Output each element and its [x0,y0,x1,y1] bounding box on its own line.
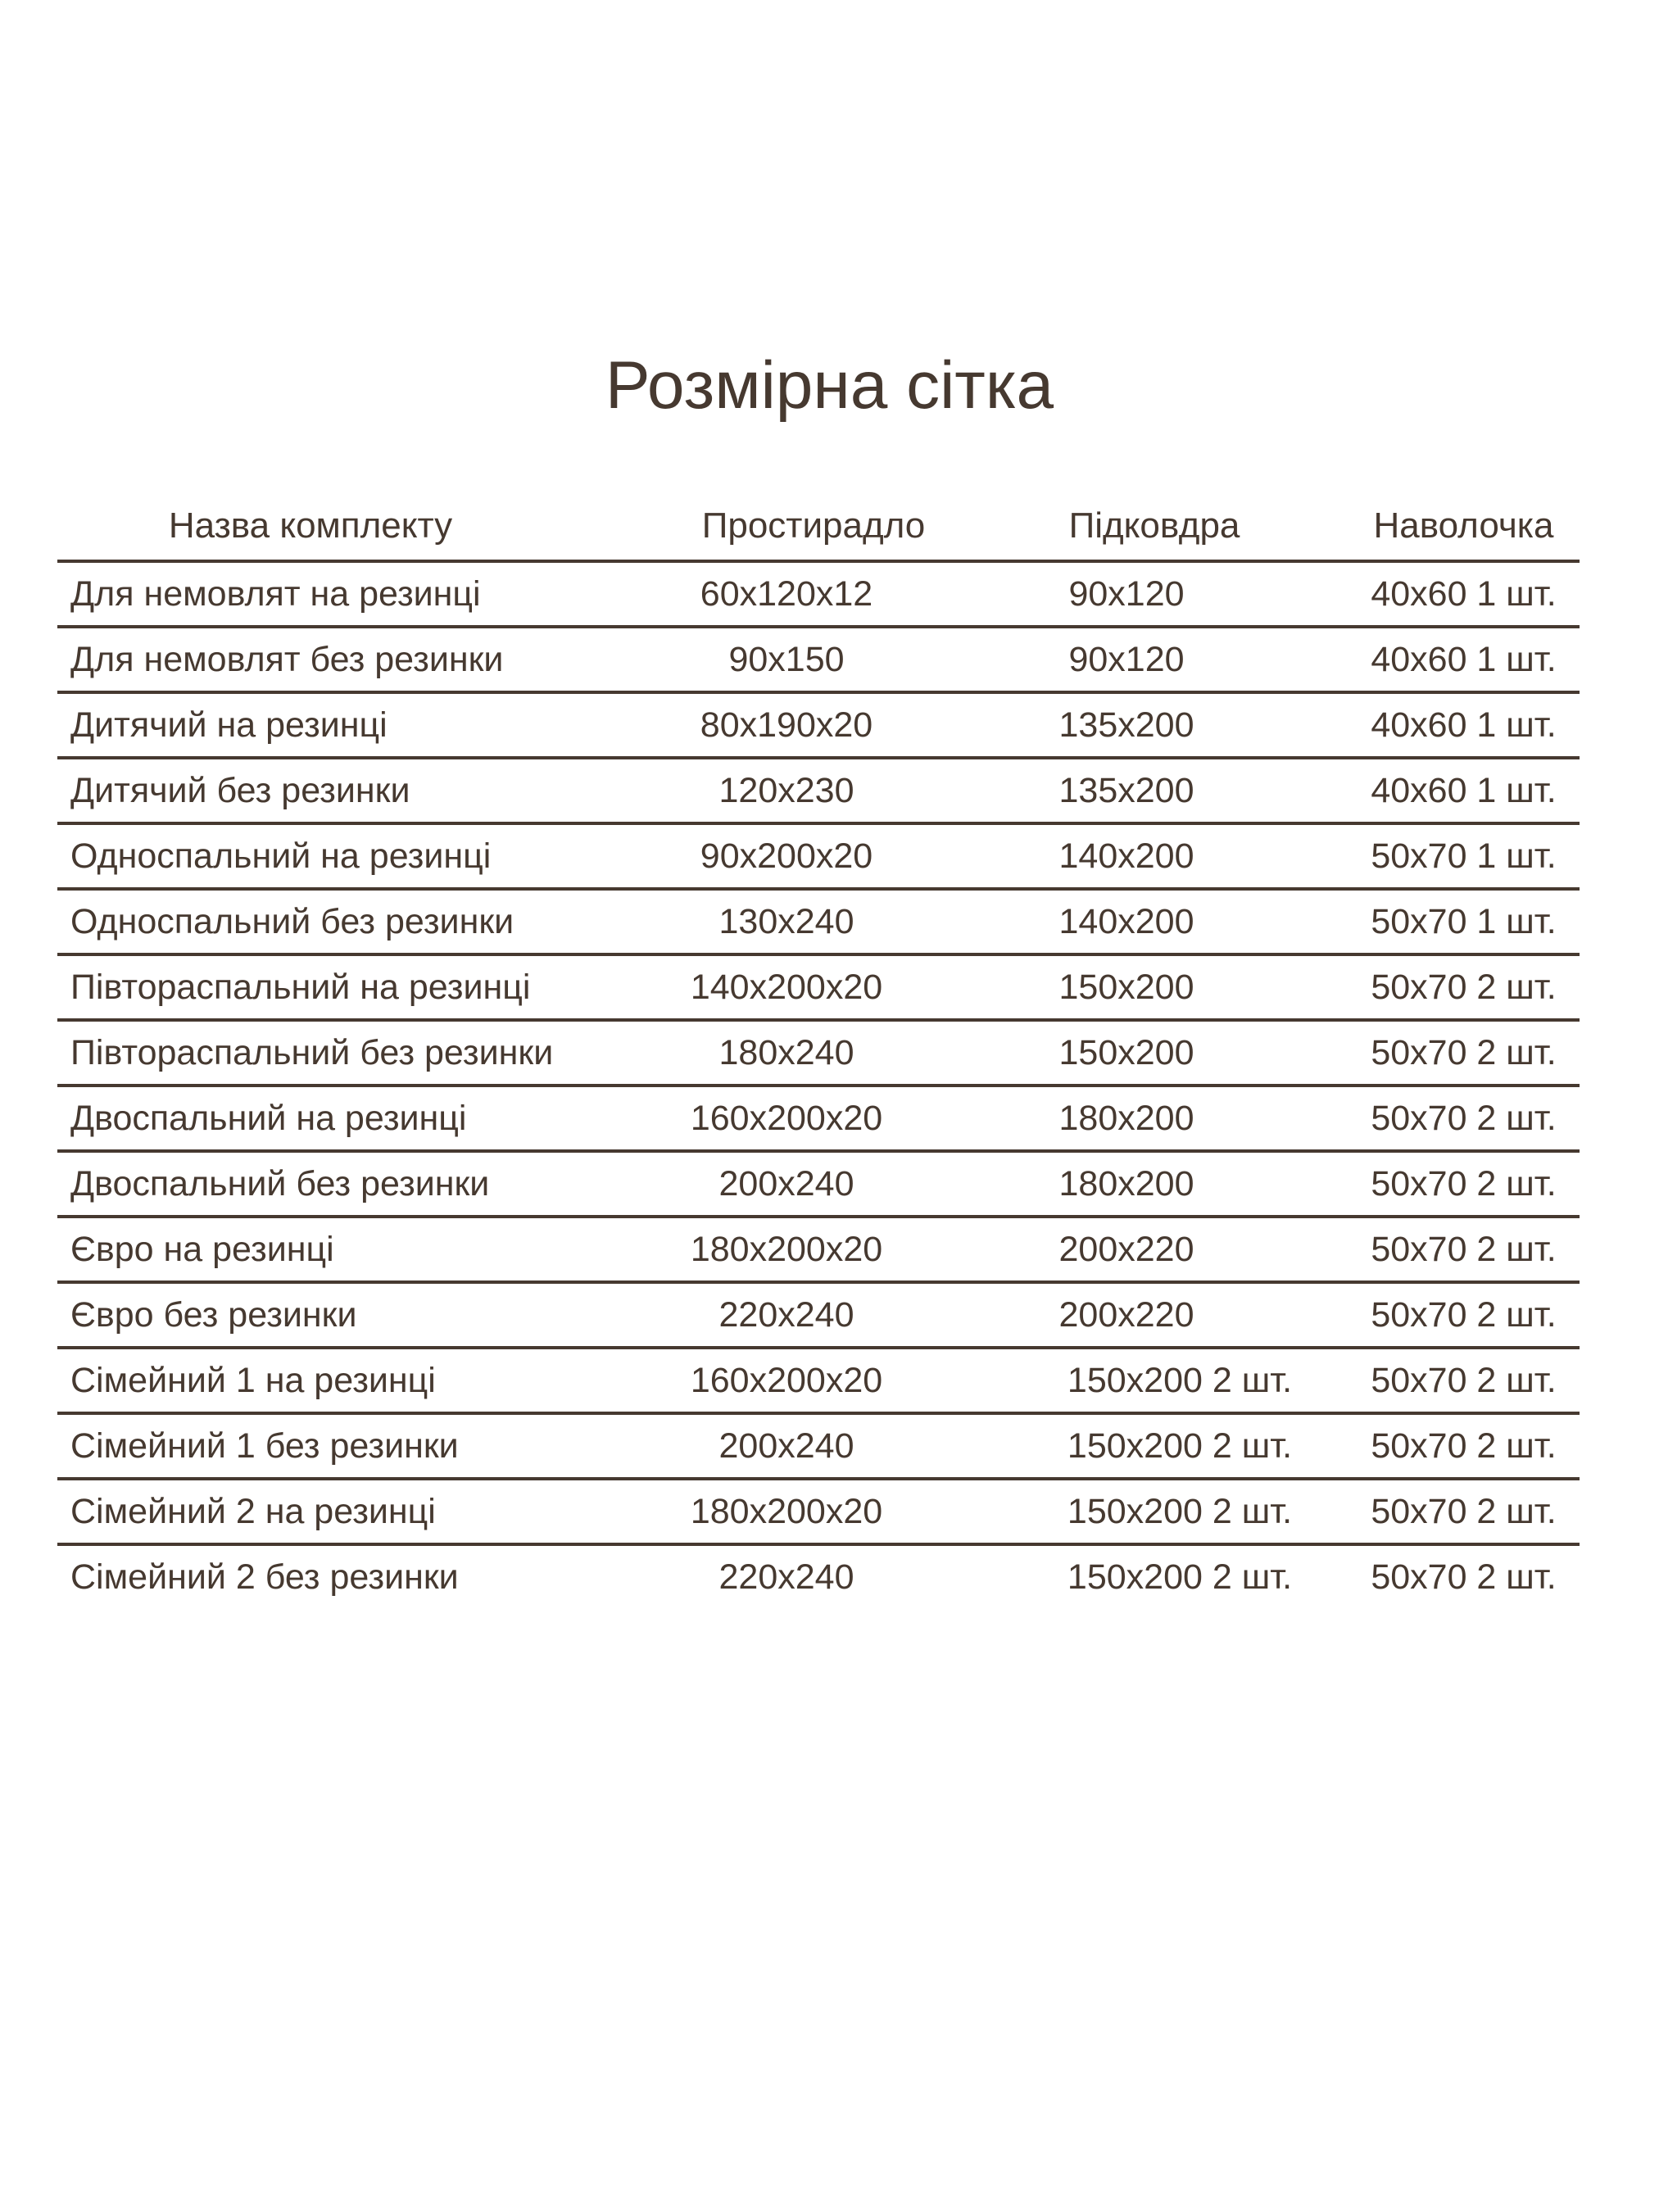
duvet-size-cell: 150х200 2 шт. [1067,1426,1293,1466]
table-row [57,759,1580,825]
set-name-cell: Сімейний 1 на резинці [70,1360,436,1400]
table-body [57,563,1580,1608]
sheet-size-cell: 220х240 [718,1294,854,1335]
pillowcase-size-cell: 40х60 1 шт. [1371,639,1557,679]
set-name-cell: Півтораспальний на резинці [70,967,531,1007]
pillowcase-size-cell: 50х70 2 шт. [1371,1294,1557,1335]
pillowcase-size-cell: 50х70 2 шт. [1371,1163,1557,1203]
set-name-cell: Для немовлят на резинці [70,573,481,614]
table-row [57,1284,1580,1349]
sheet-size-cell: 130х240 [718,901,854,941]
table-row [57,1415,1580,1480]
table-row [57,1349,1580,1415]
table-row [57,825,1580,891]
duvet-size-cell: 200х220 [1058,1294,1194,1335]
pillowcase-size-cell: 50х70 2 шт. [1371,1229,1557,1269]
sheet-size-cell: 90х200х20 [700,836,873,876]
pillowcase-size-cell: 40х60 1 шт. [1371,770,1557,810]
sheet-size-cell: 180х240 [718,1032,854,1072]
column-header-pillowcase: Наволочка [1373,505,1554,546]
duvet-size-cell: 90х120 [1068,573,1185,614]
table-header-row [57,492,1580,563]
table-row [57,1153,1580,1218]
set-name-cell: Дитячий на резинці [70,705,388,745]
sheet-size-cell: 60х120х12 [700,573,873,614]
set-name-cell: Для немовлят без резинки [70,639,504,679]
set-name-cell: Сімейний 1 без резинки [70,1426,459,1466]
pillowcase-size-cell: 40х60 1 шт. [1371,573,1557,614]
table-row [57,956,1580,1022]
sheet-size-cell: 180х200х20 [690,1229,883,1269]
duvet-size-cell: 135х200 [1058,770,1194,810]
sheet-size-cell: 140х200х20 [690,967,883,1007]
sheet-size-cell: 180х200х20 [690,1491,883,1531]
duvet-size-cell: 180х200 [1058,1098,1194,1138]
duvet-size-cell: 140х200 [1058,836,1194,876]
duvet-size-cell: 150х200 [1058,967,1194,1007]
table-row [57,694,1580,759]
set-name-cell: Сімейний 2 на резинці [70,1491,436,1531]
column-header-sheet: Простирадло [701,505,926,546]
duvet-size-cell: 180х200 [1058,1163,1194,1203]
set-name-cell: Дитячий без резинки [70,770,410,810]
sheet-size-cell: 220х240 [718,1557,854,1597]
table-row [57,891,1580,956]
pillowcase-size-cell: 50х70 2 шт. [1371,1098,1557,1138]
table-row [57,1480,1580,1546]
pillowcase-size-cell: 50х70 2 шт. [1371,1491,1557,1531]
set-name-cell: Півтораспальний без резинки [70,1032,554,1072]
column-header-duvet-cover: Підковдра [1068,505,1240,546]
table-row [57,628,1580,694]
pillowcase-size-cell: 50х70 2 шт. [1371,1032,1557,1072]
set-name-cell: Двоспальний без резинки [70,1163,490,1203]
sheet-size-cell: 80х190х20 [700,705,873,745]
table-row [57,1022,1580,1087]
pillowcase-size-cell: 50х70 1 шт. [1371,901,1557,941]
page-title: Розмірна сітка [605,348,1054,423]
sheet-size-cell: 160х200х20 [690,1360,883,1400]
pillowcase-size-cell: 50х70 1 шт. [1371,836,1557,876]
table-row [57,1546,1580,1608]
duvet-size-cell: 150х200 [1058,1032,1194,1072]
column-header-set-name: Назва комплекту [168,505,453,546]
sheet-size-cell: 160х200х20 [690,1098,883,1138]
pillowcase-size-cell: 50х70 2 шт. [1371,1426,1557,1466]
sheet-size-cell: 120х230 [718,770,854,810]
duvet-size-cell: 90х120 [1068,639,1185,679]
set-name-cell: Сімейний 2 без резинки [70,1557,459,1597]
set-name-cell: Євро на резинці [70,1229,334,1269]
set-name-cell: Двоспальний на резинці [70,1098,467,1138]
sheet-size-cell: 90х150 [728,639,845,679]
pillowcase-size-cell: 50х70 2 шт. [1371,1557,1557,1597]
table-row [57,1218,1580,1284]
duvet-size-cell: 140х200 [1058,901,1194,941]
duvet-size-cell: 150х200 2 шт. [1067,1360,1293,1400]
duvet-size-cell: 200х220 [1058,1229,1194,1269]
sheet-size-cell: 200х240 [718,1426,854,1466]
sheet-size-cell: 200х240 [718,1163,854,1203]
table-row [57,563,1580,628]
duvet-size-cell: 135х200 [1058,705,1194,745]
duvet-size-cell: 150х200 2 шт. [1067,1557,1293,1597]
table-row [57,1087,1580,1153]
pillowcase-size-cell: 40х60 1 шт. [1371,705,1557,745]
duvet-size-cell: 150х200 2 шт. [1067,1491,1293,1531]
set-name-cell: Односпальний на резинці [70,836,492,876]
pillowcase-size-cell: 50х70 2 шт. [1371,967,1557,1007]
set-name-cell: Односпальний без резинки [70,901,514,941]
pillowcase-size-cell: 50х70 2 шт. [1371,1360,1557,1400]
set-name-cell: Євро без резинки [70,1294,357,1335]
size-table [57,492,1580,1608]
